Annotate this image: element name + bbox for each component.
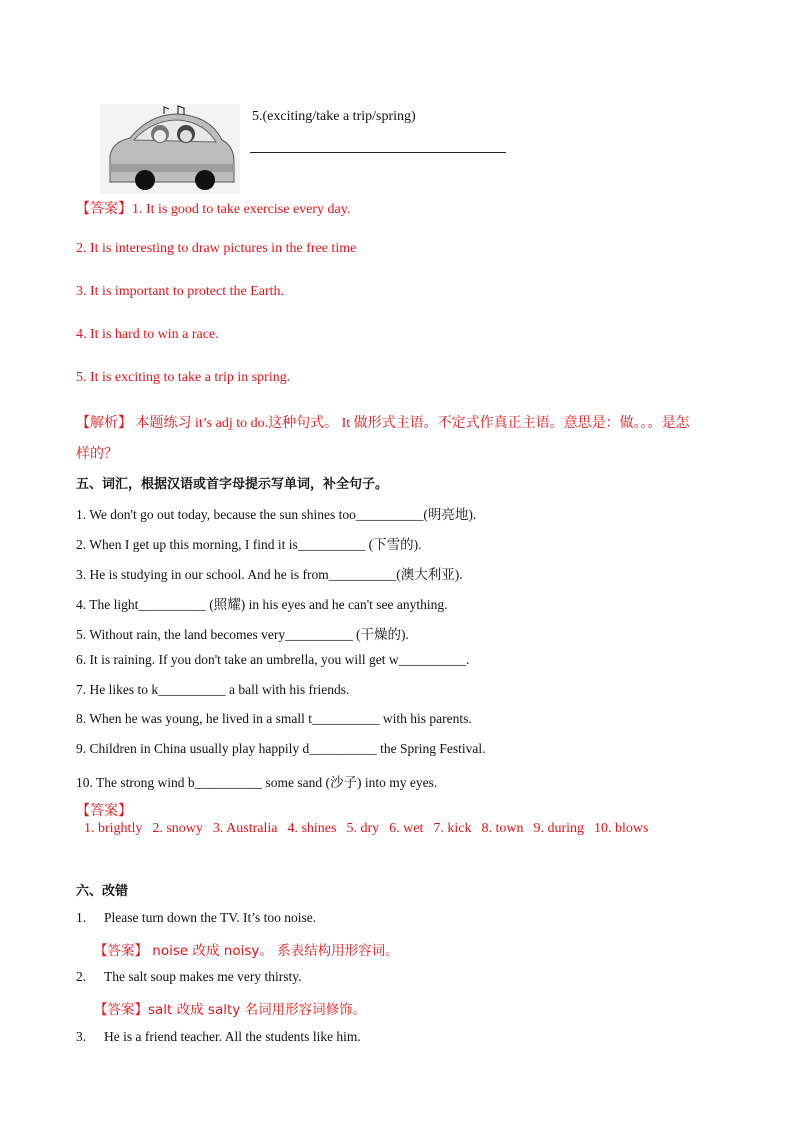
vocab-question-10: 10. The strong wind b__________ some sand (沙子) into my eyes. (76, 775, 438, 790)
answer-line-3: 3. It is important to protect the Earth. (76, 284, 285, 299)
vocab-question-4: 4. The light__________ (照耀) in his eyes and he can't see anything. (76, 597, 448, 612)
vocab-answer-2: 2. snowy (152, 821, 203, 836)
vocab-question-3: 3. He is studying in our school. And he is from__________(澳大利亚). (76, 567, 463, 582)
answer-blank-line (250, 152, 506, 153)
question-5-prompt: 5.(exciting/take a trip/spring) (252, 109, 416, 124)
error-question-2: The salt soup makes me very thirsty. (104, 969, 302, 984)
section-5-answers (84, 821, 658, 837)
vocab-question-2: 2. When I get up this morning, I find it is__________ (下雪的). (76, 537, 422, 552)
vocab-answer-6: 6. wet (389, 821, 424, 836)
error-question-3-number: 3. (76, 1029, 87, 1044)
analysis-line-2: 样的？ (76, 447, 118, 462)
vocab-question-1: 1. We don't go out today, because the sun shines too__________(明亮地). (76, 507, 477, 522)
error-question-1-number: 1. (76, 910, 87, 925)
answer-text: salt 改成 salty 名词用形容词修饰。 (148, 1002, 367, 1018)
answer-tag: 【答案】 (76, 201, 132, 217)
error-question-3: He is a friend teacher. All the students like him. (104, 1029, 361, 1044)
answer-line-1 (76, 198, 350, 218)
vocab-question-6: 6. It is raining. If you don't take an umbrella, you will get w__________. (76, 652, 470, 667)
answer-tag: 【答案】 (94, 943, 148, 959)
analysis-text: 本题练习 it’s adj to do.这种句式。 It 做形式主语。不定式作真正主语。意思是：做。。。是怎 (132, 416, 690, 431)
vocab-question-8: 8. When he was young, he lived in a small t__________ with his parents. (76, 711, 472, 726)
analysis-tag: 【解析】 (76, 415, 132, 431)
vocab-answer-5: 5. dry (346, 821, 380, 836)
vocab-answer-3: 3. Australia (212, 821, 278, 836)
section-5-heading: 五、词汇，根据汉语或首字母提示写单词，补全句子。 (76, 477, 389, 492)
vocab-answer-8: 8. town (481, 821, 524, 836)
vocab-question-9: 9. Children in China usually play happily d__________ the Spring Festival. (76, 741, 486, 756)
section-6-heading: 六、改错 (76, 884, 129, 899)
vocab-answer-1: 1. brightly (84, 821, 143, 836)
answer-line-2: 2. It is interesting to draw pictures in the free time (76, 241, 357, 256)
error-answer-1 (94, 939, 399, 959)
vocab-answer-4: 4. shines (287, 821, 337, 836)
answer-text: 1. It is good to take exercise every day. (132, 202, 351, 217)
error-question-1: Please turn down the TV. It’s too noise. (104, 910, 317, 925)
error-question-2-number: 2. (76, 969, 87, 984)
answer-text: noise 改成 noisy。 系表结构用形容词。 (148, 943, 399, 959)
vocab-answer-7: 7. kick (433, 821, 472, 836)
vocab-question-7: 7. He likes to k__________ a ball with his friends. (76, 682, 350, 697)
answer-line-4: 4. It is hard to win a race. (76, 327, 219, 342)
vocab-answer-10: 10. blows (594, 821, 649, 836)
section-5-answer-tag: 【答案】 (76, 803, 132, 819)
vocab-answer-9: 9. during (533, 821, 585, 836)
analysis-line-1 (76, 412, 690, 432)
error-answer-2 (94, 998, 366, 1018)
vocab-question-5: 5. Without rain, the land becomes very__________ (干燥的). (76, 627, 409, 642)
answer-line-5: 5. It is exciting to take a trip in spring. (76, 370, 291, 385)
car-trip-illustration (100, 104, 240, 194)
answer-tag: 【答案】 (94, 1002, 148, 1018)
